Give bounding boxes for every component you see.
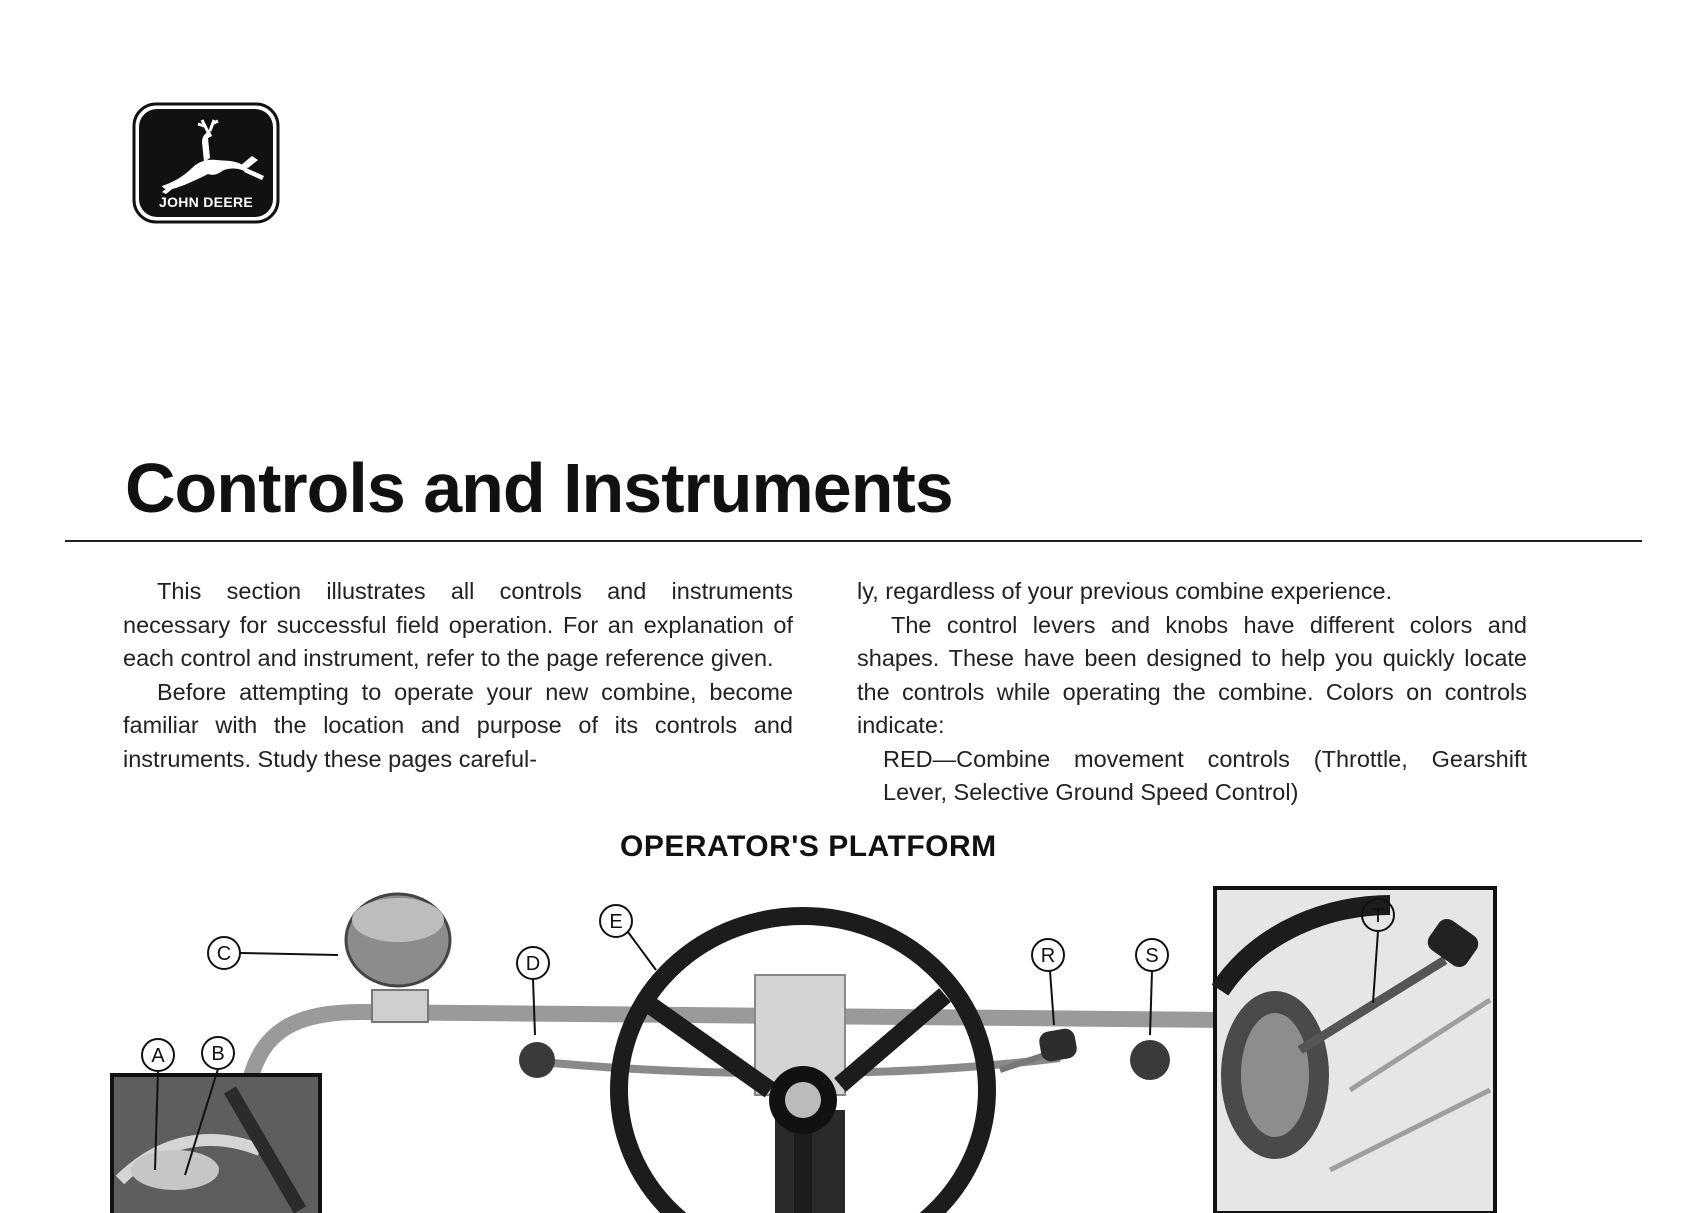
inset-photo-left (112, 1075, 320, 1213)
control-knob-d (519, 1042, 555, 1078)
intro-paragraph-1: This section illustrates all controls and instruments necessary for successful field operation. For an explanation of each control and instrument, refer to the page reference given. (123, 578, 793, 671)
callout-c: C (216, 943, 232, 965)
callout-b: B (211, 1043, 225, 1065)
callout-r: R (1040, 945, 1056, 967)
operators-platform-heading: OPERATOR'S PLATFORM (620, 830, 997, 863)
callout-t: T (1371, 905, 1385, 927)
callout-a: A (151, 1045, 165, 1067)
inset-photo-right (1215, 888, 1495, 1213)
callout-e: E (609, 911, 623, 933)
control-knob-s (1130, 1040, 1170, 1080)
intro-paragraph-3: ly, regardless of your previous combine experience. (857, 578, 1393, 604)
page-title: Controls and Instruments (125, 449, 953, 527)
color-legend-red: RED—Combine movement controls (Throttle, Gearshift Lever, Selective Ground Speed Control) (883, 745, 1527, 805)
callout-d: D (525, 953, 541, 975)
logo-brand-text: JOHN DEERE (158, 194, 254, 210)
callout-s: S (1145, 945, 1159, 967)
instrument-light (346, 894, 450, 1022)
intro-paragraph-4: The control levers and knobs have different colors and shapes. These have been designed to help you quickly locate the controls while operating the combine. Colors on controls indicate: (857, 611, 1527, 738)
intro-paragraph-2: Before attempting to operate your new combine, become familiar with the location and purpose of its controls and instruments. Study these pages careful- (123, 678, 793, 772)
